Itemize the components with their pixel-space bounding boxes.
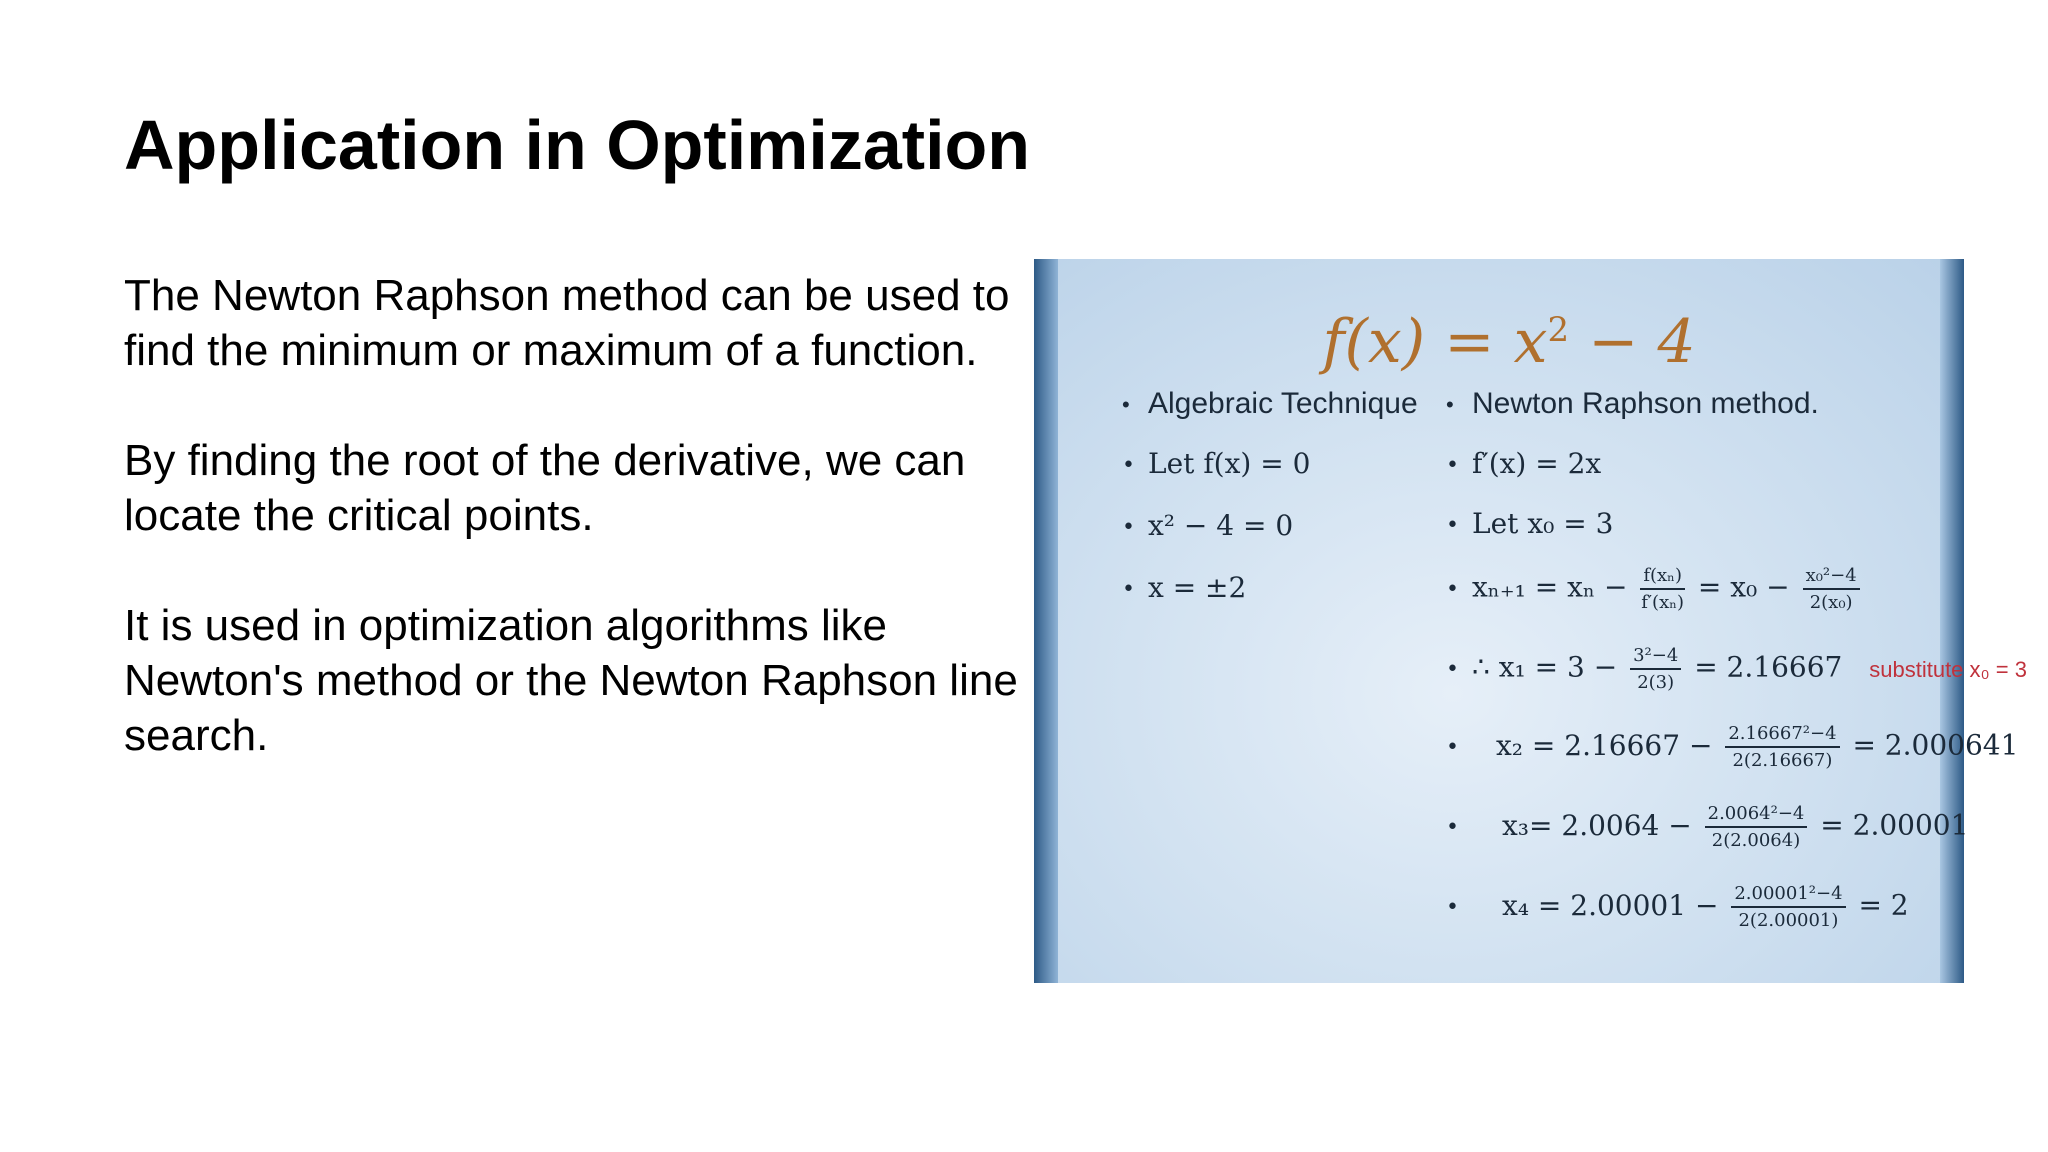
left-row: • Let f(x) = 0 (1122, 447, 1311, 480)
iteration-fraction (1725, 723, 1839, 771)
left-row: • x = ±2 (1122, 571, 1247, 604)
formula-mid: = x₀ − (1697, 570, 1790, 604)
fraction-numerator: 3²−4 (1630, 645, 1681, 670)
heading-base: f(x) = x (1322, 307, 1548, 377)
algebraic-step: x² − 4 = 0 (1148, 509, 1294, 542)
iteration-lhs: x₃= 2.0064 − (1502, 808, 1692, 842)
iteration-4: • x₄ = 2.00001 − $\frac{\text{2.00001²−4}}{2(2.00001)}$ = 2 (1446, 883, 1909, 931)
formula-fraction (1803, 565, 1860, 613)
formula-lhs: xₙ₊₁ = xₙ − (1472, 570, 1628, 604)
heading-tail: − 4 (1569, 307, 1696, 377)
algebraic-heading: Algebraic Technique (1148, 387, 1418, 420)
iteration-result: = 2.00001 (1820, 808, 1969, 842)
substitute-note: substitute x₀ = 3 (1869, 656, 2027, 682)
function-heading (1034, 295, 1964, 377)
iteration-result: = 2.16667 (1694, 650, 1843, 684)
newton-column (1446, 387, 2027, 977)
right-row: • Newton Raphson method. (1446, 387, 1819, 420)
paragraph-algorithms: It is used in optimization algorithms like Newton's method or the Newton Raphson line search. (124, 601, 1018, 760)
slide-title: Application in Optimization (124, 106, 1031, 184)
iteration-lhs: x₂ = 2.16667 − (1496, 728, 1713, 762)
iteration-1: • ∴ x₁ = 3 − $\frac{\text{3²−4}}{2(3)}$ = 2.16667 substitute x₀ = 3 (1446, 645, 2027, 693)
algebraic-column (1122, 387, 1422, 687)
iteration-lhs: ∴ x₁ = 3 − (1472, 650, 1618, 684)
iteration-3: • x₃= 2.0064 − $\frac{\text{2.0064²−4}}{2(2.0064)}$ = 2.00001 (1446, 803, 1969, 851)
iteration-lhs: x₄ = 2.00001 − (1502, 888, 1719, 922)
left-row: • x² − 4 = 0 (1122, 509, 1294, 542)
left-row: • Algebraic Technique (1122, 387, 1418, 420)
algebraic-step: Let f(x) = 0 (1148, 447, 1311, 480)
paragraph-derivative: By finding the root of the derivative, we can locate the critical points. (124, 436, 966, 540)
right-row: • f′(x) = 2x (1446, 447, 1602, 480)
newton-heading: Newton Raphson method. (1472, 387, 1819, 420)
iteration-formula: • xₙ₊₁ = xₙ − $\frac{\text{f(xₙ)}}{\text{f′(xₙ)}}$ = x₀ − $\frac{\text{x₀²−4}}{\text{2(x₀)}}$ (1446, 565, 1864, 613)
iteration-result: = 2.000641 (1852, 728, 2019, 762)
paragraph-intro: The Newton Raphson method can be used to find the minimum or maximum of a function. (124, 271, 1010, 375)
iteration-fraction (1731, 883, 1845, 931)
fraction-denominator: 2(2.16667) (1732, 750, 1833, 771)
iteration-fraction (1630, 645, 1681, 693)
iteration-2: • x₂ = 2.16667 − $\frac{\text{2.16667²−4}}{2(2.16667)}$ = 2.000641 (1446, 723, 2019, 771)
fraction-denominator: 2(2.00001) (1738, 910, 1839, 931)
fraction-numerator: 2.00001²−4 (1731, 883, 1845, 908)
fraction-denominator: f′(xₙ) (1641, 592, 1685, 613)
fraction-denominator: 2(2.0064) (1711, 830, 1801, 851)
right-row: • Let x₀ = 3 (1446, 507, 1614, 540)
slide-body (124, 268, 1024, 818)
fraction-numerator: 2.16667²−4 (1725, 723, 1839, 748)
fraction-numerator: x₀²−4 (1803, 565, 1860, 590)
fraction-denominator: 2(3) (1637, 672, 1675, 693)
fraction-denominator: 2(x₀) (1809, 592, 1853, 613)
heading-exponent: 2 (1547, 310, 1570, 350)
newton-raphson-example-image (1034, 259, 2027, 983)
algebraic-result: x = ±2 (1148, 571, 1247, 604)
formula-fraction (1640, 565, 1685, 613)
iteration-fraction (1705, 803, 1808, 851)
fraction-numerator: 2.0064²−4 (1705, 803, 1808, 828)
fraction-numerator: f(xₙ) (1640, 565, 1685, 590)
iteration-result: = 2 (1858, 888, 1909, 922)
initial-guess: Let x₀ = 3 (1472, 507, 1614, 540)
derivative: f′(x) = 2x (1472, 447, 1602, 480)
